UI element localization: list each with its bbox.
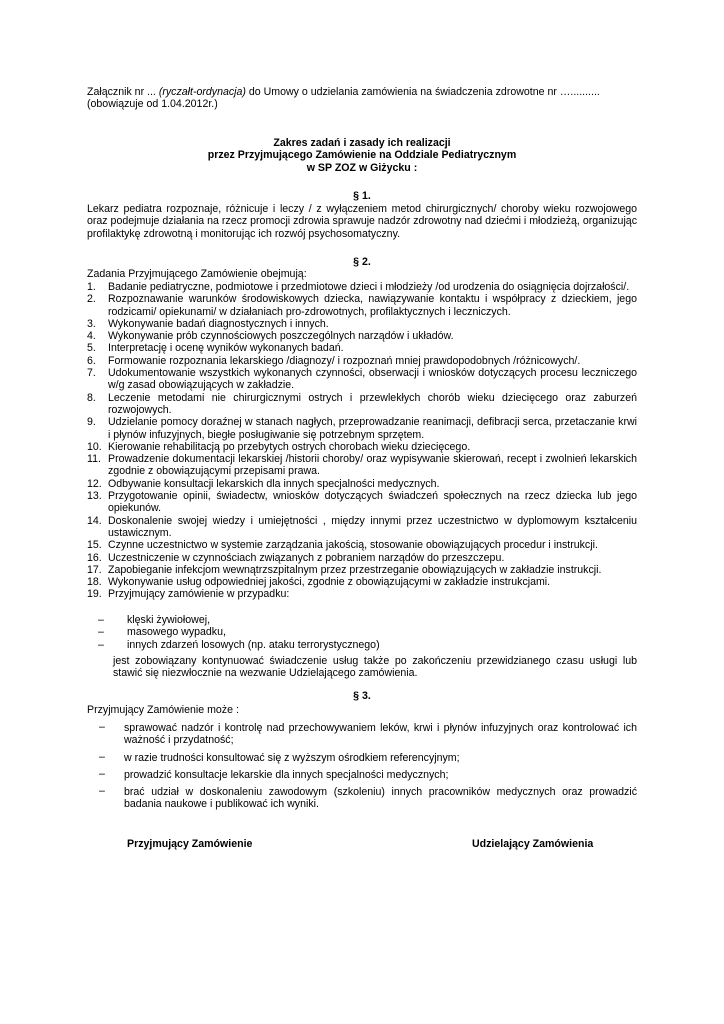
section-2-list-item bbox=[87, 318, 637, 330]
section-2-list-text: Interpretację i ocenę wyników wykonanych badań. bbox=[108, 342, 344, 355]
section-1-heading: § 1. bbox=[353, 190, 371, 202]
section-2-list-text: Uczestniczenie w czynnościach związanych z pobraniem narządów do przeszczepu. bbox=[108, 551, 505, 564]
section-2-list-item bbox=[87, 576, 637, 588]
header-italic: (ryczałt-ordynacja) bbox=[158, 86, 246, 98]
section-2-list-item bbox=[87, 293, 637, 318]
section-2-list-text: Zapobieganie infekcjom wewnątrzszpitalnym przez przestrzeganie obowiązujących w zakładzie instrukcji. bbox=[108, 563, 602, 576]
section-2-list-marker: 13. bbox=[87, 490, 102, 503]
section-3-list-item bbox=[87, 722, 637, 747]
section-2-subitem-text: innych zdarzeń losowych (np. ataku terrorystycznego) bbox=[127, 638, 380, 651]
section-2-list-marker: 2. bbox=[87, 293, 96, 306]
section-2-list-marker: 15. bbox=[87, 539, 102, 552]
section-3-list-item bbox=[87, 786, 637, 811]
title-line-3: w SP ZOZ w Giżycku : bbox=[306, 161, 418, 174]
section-3-heading: § 3. bbox=[353, 690, 371, 702]
section-2-list bbox=[87, 281, 637, 601]
section-3-list-marker: – bbox=[99, 721, 105, 733]
section-2-sublist bbox=[87, 614, 637, 651]
title-line-1: Zakres zadań i zasady ich realizacji bbox=[273, 137, 451, 149]
header bbox=[87, 86, 637, 111]
section-2-list-text: Doskonalenie swojej wiedzy i umiejętności , między innymi przez uczestnictwo w dyplomowym kształceniu ustawicznym. bbox=[108, 514, 637, 539]
title-line-2: przez Przyjmującego Zamówienie na Oddziale Pediatrycznym bbox=[207, 149, 517, 162]
section-2-list-text: Prowadzenie dokumentacji lekarskiej /historii choroby/ oraz wypisywanie skierowań, recept i zwolnień lekarskich zgodnie z obowiązującymi przepisami prawa. bbox=[108, 453, 637, 478]
section-2-list-item bbox=[87, 490, 637, 515]
section-2-subitem-marker: – bbox=[98, 638, 104, 651]
section-2-list-item bbox=[87, 588, 637, 600]
section-3-list-text: sprawować nadzór i kontrolę nad przechowywaniem leków, krwi i płynów infuzyjnych oraz kontrolować ich ważność i przydatność; bbox=[124, 722, 637, 747]
section-2-list-text: Formowanie rozpoznania lekarskiego /diagnozy/ i rozpoznań mniej prawdopodobnych /różnicowych/. bbox=[108, 354, 581, 367]
section-2-heading: § 2. bbox=[353, 256, 371, 268]
section-2-list-item bbox=[87, 281, 637, 293]
section-2-list-item bbox=[87, 564, 637, 576]
signature-left: Przyjmujący Zamówienie bbox=[127, 838, 253, 850]
section-3-intro: Przyjmujący Zamówienie może : bbox=[87, 704, 239, 716]
section-2-list-item bbox=[87, 355, 637, 367]
section-2-list-item bbox=[87, 478, 637, 490]
section-3-list-marker: – bbox=[99, 750, 105, 763]
section-2-list-marker: 10. bbox=[87, 440, 102, 453]
section-2-subitem-item bbox=[87, 614, 637, 626]
section-2-list-item bbox=[87, 416, 637, 441]
section-2-subitem-text: masowego wypadku, bbox=[127, 626, 226, 639]
section-2-list-text: Udokumentowanie wszystkich wykonanych czynności, obserwacji i wniosków dotyczących procesu leczniczego w/g zasad obowiązujących w zakładzie. bbox=[108, 367, 637, 392]
section-2-list-item bbox=[87, 342, 637, 354]
section-2-list-item bbox=[87, 539, 637, 551]
section-3-list-text: prowadzić konsultacje lekarskie dla innych specjalności medycznych; bbox=[124, 768, 449, 781]
section-2-list-text: Wykonywanie badań diagnostycznych i innych. bbox=[108, 317, 329, 330]
section-2-list-item bbox=[87, 392, 637, 417]
section-2-list-item bbox=[87, 330, 637, 342]
section-3-list-item bbox=[87, 752, 637, 764]
section-2-list-text: Udzielanie pomocy doraźnej w stanach nagłych, przeprowadzanie reanimacji, defibracji serca, przetaczanie krwi i płynów infuzyjnych, biegłe posługiwanie się potrzebnym sprzętem. bbox=[108, 416, 637, 441]
section-2-list-marker: 6. bbox=[87, 354, 96, 367]
signature-right: Udzielający Zamówienia bbox=[472, 838, 594, 850]
section-2-list-marker: 18. bbox=[87, 576, 102, 589]
section-2-list-text: Odbywanie konsultacji lekarskich dla innych specjalności medycznych. bbox=[108, 477, 440, 490]
header-line-1: Załącznik nr ... (ryczałt-ordynacja) do Umowy o udzielania zamówienia na świadczenia zdrowotne nr ….......... bbox=[87, 86, 600, 98]
section-2-list-marker: 4. bbox=[87, 330, 96, 343]
section-2-list-marker: 5. bbox=[87, 342, 96, 355]
section-2-list-text: Leczenie metodami nie chirurgicznymi ostrych i przewlekłych chorób wieku dziecięcego oraz zaburzeń rozwojowych. bbox=[108, 391, 637, 416]
section-2-list-marker: 17. bbox=[87, 563, 102, 576]
section-2-list-marker: 1. bbox=[87, 281, 96, 293]
section-2-subitem-text: klęski żywiołowej, bbox=[127, 614, 211, 626]
section-2-list-marker: 12. bbox=[87, 477, 102, 490]
section-3-list bbox=[87, 722, 637, 816]
section-1-text: Lekarz pediatra rozpoznaje, różnicuje i leczy / z wyłączeniem metod chirurgicznych/ choroby wieku rozwojowego oraz podejmuje działania na rzecz promocji zdrowia sprawuje nadzór zdrowotny nad dziećmi i młodzieżą, organizując profilaktykę zdrowotną i monitorując ich rozwój psychosomatyczny. bbox=[87, 203, 637, 240]
section-2-list-marker: 8. bbox=[87, 391, 96, 404]
section-2-subitem-marker: – bbox=[98, 614, 104, 626]
section-2-list-marker: 11. bbox=[87, 453, 101, 466]
section-2-subitem-marker: – bbox=[98, 626, 104, 639]
section-2-list-text: Czynne uczestnictwo w systemie zarządzania jakością, stosowanie obowiązujących procedur i instrukcji. bbox=[108, 539, 598, 552]
section-2-continuation: jest zobowiązany kontynuować świadczenie usług także po zakończeniu przewidzianego czasu usługi lub stawić się niezwłocznie na wezwanie Udzielającego zamówienia. bbox=[113, 655, 637, 680]
section-2-list-item bbox=[87, 453, 637, 478]
document-title bbox=[87, 137, 637, 174]
section-3-list-marker: – bbox=[99, 767, 105, 780]
section-2-intro: Zadania Przyjmującego Zamówienie obejmują: bbox=[87, 268, 307, 280]
section-2-list-text: Wykonywanie prób czynnościowych poszczególnych narządów i układów. bbox=[108, 330, 454, 343]
section-2-list-item bbox=[87, 367, 637, 392]
section-2-subitem-item bbox=[87, 639, 637, 651]
section-3-list-text: w razie trudności konsultować się z wyższym ośrodkiem referencyjnym; bbox=[124, 751, 460, 764]
section-2-list-item bbox=[87, 441, 637, 453]
section-3-list-marker: – bbox=[99, 785, 105, 798]
section-3-list-text: brać udział w doskonaleniu zawodowym (szkoleniu) innych pracowników medycznych oraz prowadzić badania naukowe i publikować ich wyniki. bbox=[124, 786, 637, 811]
section-2-list-item bbox=[87, 552, 637, 564]
section-2-list-marker: 7. bbox=[87, 367, 96, 380]
section-2-list-marker: 14. bbox=[87, 514, 102, 527]
header-line-2: (obowiązuje od 1.04.2012r.) bbox=[87, 98, 218, 111]
section-2-list-text: Przygotowanie opinii, świadectw, wniosków dotyczących świadczeń społecznych na rzecz dziecka lub jego opiekunów. bbox=[108, 490, 637, 515]
section-2-list-marker: 19. bbox=[87, 588, 102, 601]
section-2-list-text: Wykonywanie usług odpowiedniej jakości, zgodnie z obowiązującymi w zakładzie instrukcjami. bbox=[108, 576, 551, 589]
section-2-subitem-item bbox=[87, 626, 637, 638]
section-2-list-marker: 9. bbox=[87, 416, 96, 429]
section-3-list-item bbox=[87, 769, 637, 781]
section-2-list-text: Przyjmujący zamówienie w przypadku: bbox=[108, 588, 290, 601]
section-2-list-text: Kierowanie rehabilitacją po przebytych ostrych chorobach wieku dziecięcego. bbox=[108, 440, 471, 453]
section-2-list-marker: 3. bbox=[87, 317, 96, 330]
section-2-list-marker: 16. bbox=[87, 551, 102, 564]
section-2-list-text: Badanie pediatryczne, podmiotowe i przedmiotowe dzieci i młodzieży /od urodzenia do osiągnięcia dojrzałości/. bbox=[108, 281, 630, 293]
section-2-list-text: Rozpoznawanie warunków środowiskowych dziecka, nawiązywanie kontaktu i współpracy z dzieckiem, jego rodzicami/ opiekunami/ w działaniach pro-zdrowotnych, profilaktycznych i leczniczych. bbox=[108, 293, 637, 318]
section-2-list-item bbox=[87, 515, 637, 540]
